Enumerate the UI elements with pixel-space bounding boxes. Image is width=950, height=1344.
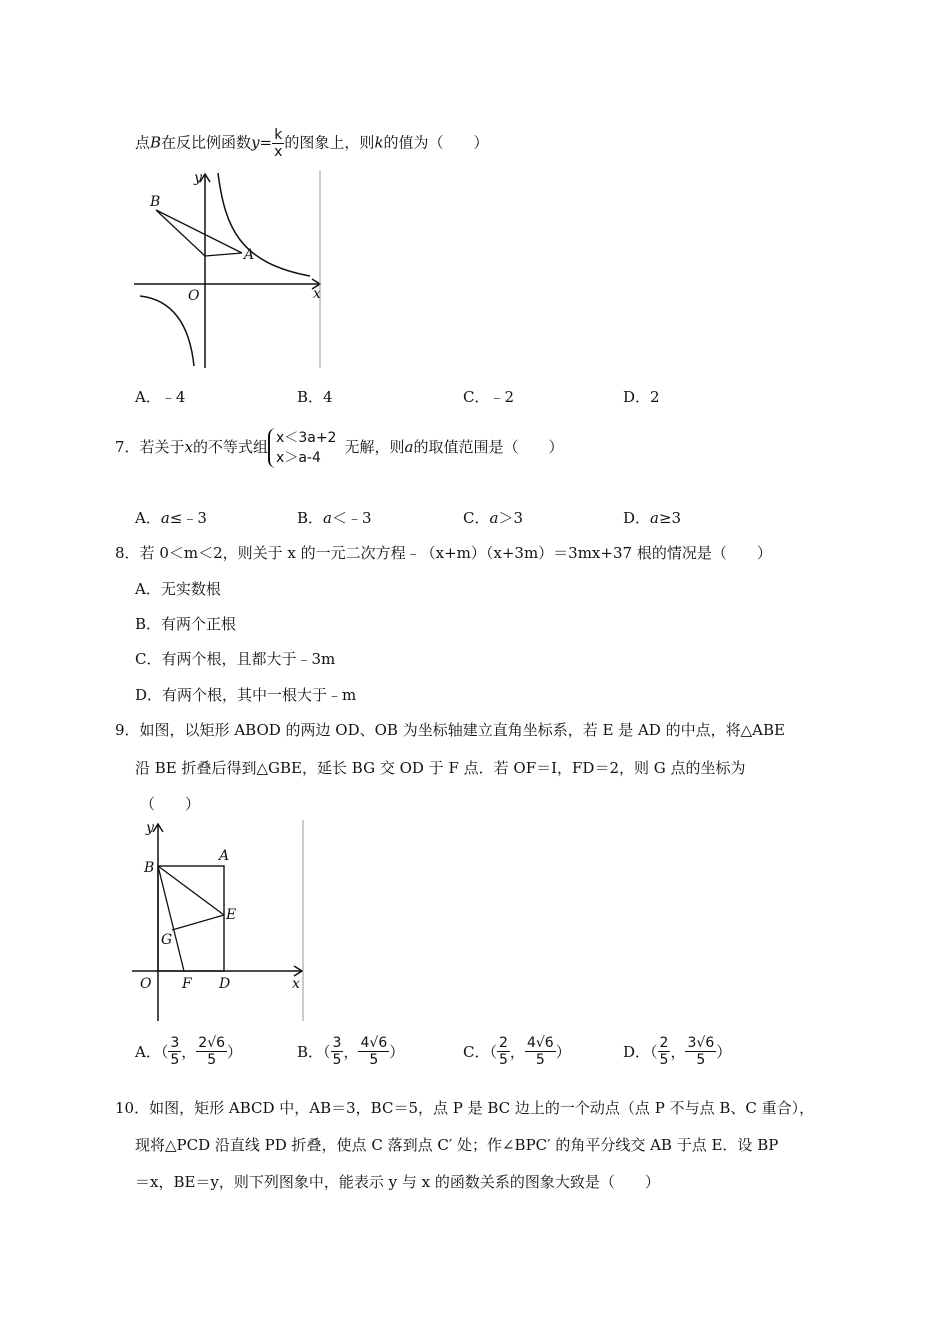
hyperbola-branch-2: [140, 296, 194, 366]
q6-option-c[interactable]: C．﹣2: [463, 388, 515, 406]
label-f: F: [182, 976, 192, 992]
label-x: x: [313, 286, 321, 302]
q8-option-d[interactable]: D．有两个根，其中一根大于﹣m: [135, 686, 357, 704]
label-a: A: [244, 247, 255, 263]
label-e: E: [226, 907, 237, 923]
q6-stem: 点B在反比例函数y= $\frac{k}{x}$ 的图象上，则k的值为（ ）: [135, 127, 489, 160]
q7-stem: 7．若关于x的不等式组 x＜3a+2 x＞a-4 无解，则a的取值范围是（ ）: [115, 430, 564, 466]
q6-figure: [130, 168, 330, 370]
label-y: y: [146, 820, 154, 836]
q9-stem-line1: 9．如图，以矩形 ABOD 的两边 OD、OB 为坐标轴建立直角坐标系，若 E 是 AD 的中点，将△ABE: [115, 721, 785, 739]
q9-option-d[interactable]: D．（ $\frac{2}{5}$ ， $\frac{3√6}{5}$ ）: [623, 1035, 732, 1068]
q9-option-c[interactable]: C．（ $\frac{2}{5}$ ， $\frac{4√6}{5}$ ）: [463, 1035, 571, 1068]
q8-stem: 8．若 0＜m＜2，则关于 x 的一元二次方程﹣（x+m）（x+3m）＝3mx+37 根的情况是（ ）: [115, 544, 772, 562]
q9-option-b[interactable]: B．（ $\frac{3}{5}$ ， $\frac{4√6}{5}$ ）: [297, 1035, 405, 1068]
q7-inequality-system: x＜3a+2 x＞a-4: [268, 428, 342, 468]
q6-fraction: $\frac{k}{x}$: [274, 127, 283, 160]
q10-stem-line1: 10．如图，矩形 ABCD 中，AB＝3，BC＝5，点 P 是 BC 边上的一个动点（点 P 不与点 B、C 重合），: [115, 1099, 815, 1117]
hyperbola-branch-1: [218, 173, 310, 276]
q9-option-a[interactable]: A．（ $\frac{3}{5}$ ， $\frac{2√6}{5}$ ）: [135, 1035, 243, 1068]
q7-option-c[interactable]: C．a＞3: [463, 509, 523, 527]
label-o: O: [188, 288, 200, 304]
q6-option-d[interactable]: D．2: [623, 388, 660, 406]
q9-stem-line2: 沿 BE 折叠后得到△GBE，延长 BG 交 OD 于 F 点．若 OF＝I，FD＝2，则 G 点的坐标为: [135, 759, 746, 777]
label-b: B: [144, 860, 155, 876]
q6-option-a[interactable]: A．﹣4: [135, 388, 186, 406]
label-y: y: [194, 170, 202, 186]
q7-option-a[interactable]: A．a≤﹣3: [135, 509, 207, 527]
q8-option-c[interactable]: C．有两个根，且都大于﹣3m: [135, 650, 336, 668]
label-x: x: [292, 976, 300, 992]
label-g: G: [161, 932, 173, 948]
label-d: D: [219, 976, 231, 992]
q9-stem-line3: （ ）: [140, 795, 201, 813]
q7-option-d[interactable]: D．a≥3: [623, 509, 682, 527]
q10-stem-line3: ＝x，BE＝y，则下列图象中，能表示 y 与 x 的函数关系的图象大致是（ ）: [135, 1173, 660, 1191]
q8-option-b[interactable]: B．有两个正根: [135, 615, 237, 633]
label-b: B: [150, 194, 161, 210]
label-a: A: [219, 848, 230, 864]
q7-option-b[interactable]: B．a＜﹣3: [297, 509, 372, 527]
label-o: O: [140, 976, 152, 992]
q10-stem-line2: 现将△PCD 沿直线 PD 折叠，使点 C 落到点 C′ 处；作∠BPC′ 的角平分线交 AB 于点 E．设 BP: [135, 1136, 779, 1154]
q6-option-b[interactable]: B．4: [297, 388, 333, 406]
q8-option-a[interactable]: A．无实数根: [135, 580, 221, 598]
q9-figure: [128, 818, 308, 1024]
